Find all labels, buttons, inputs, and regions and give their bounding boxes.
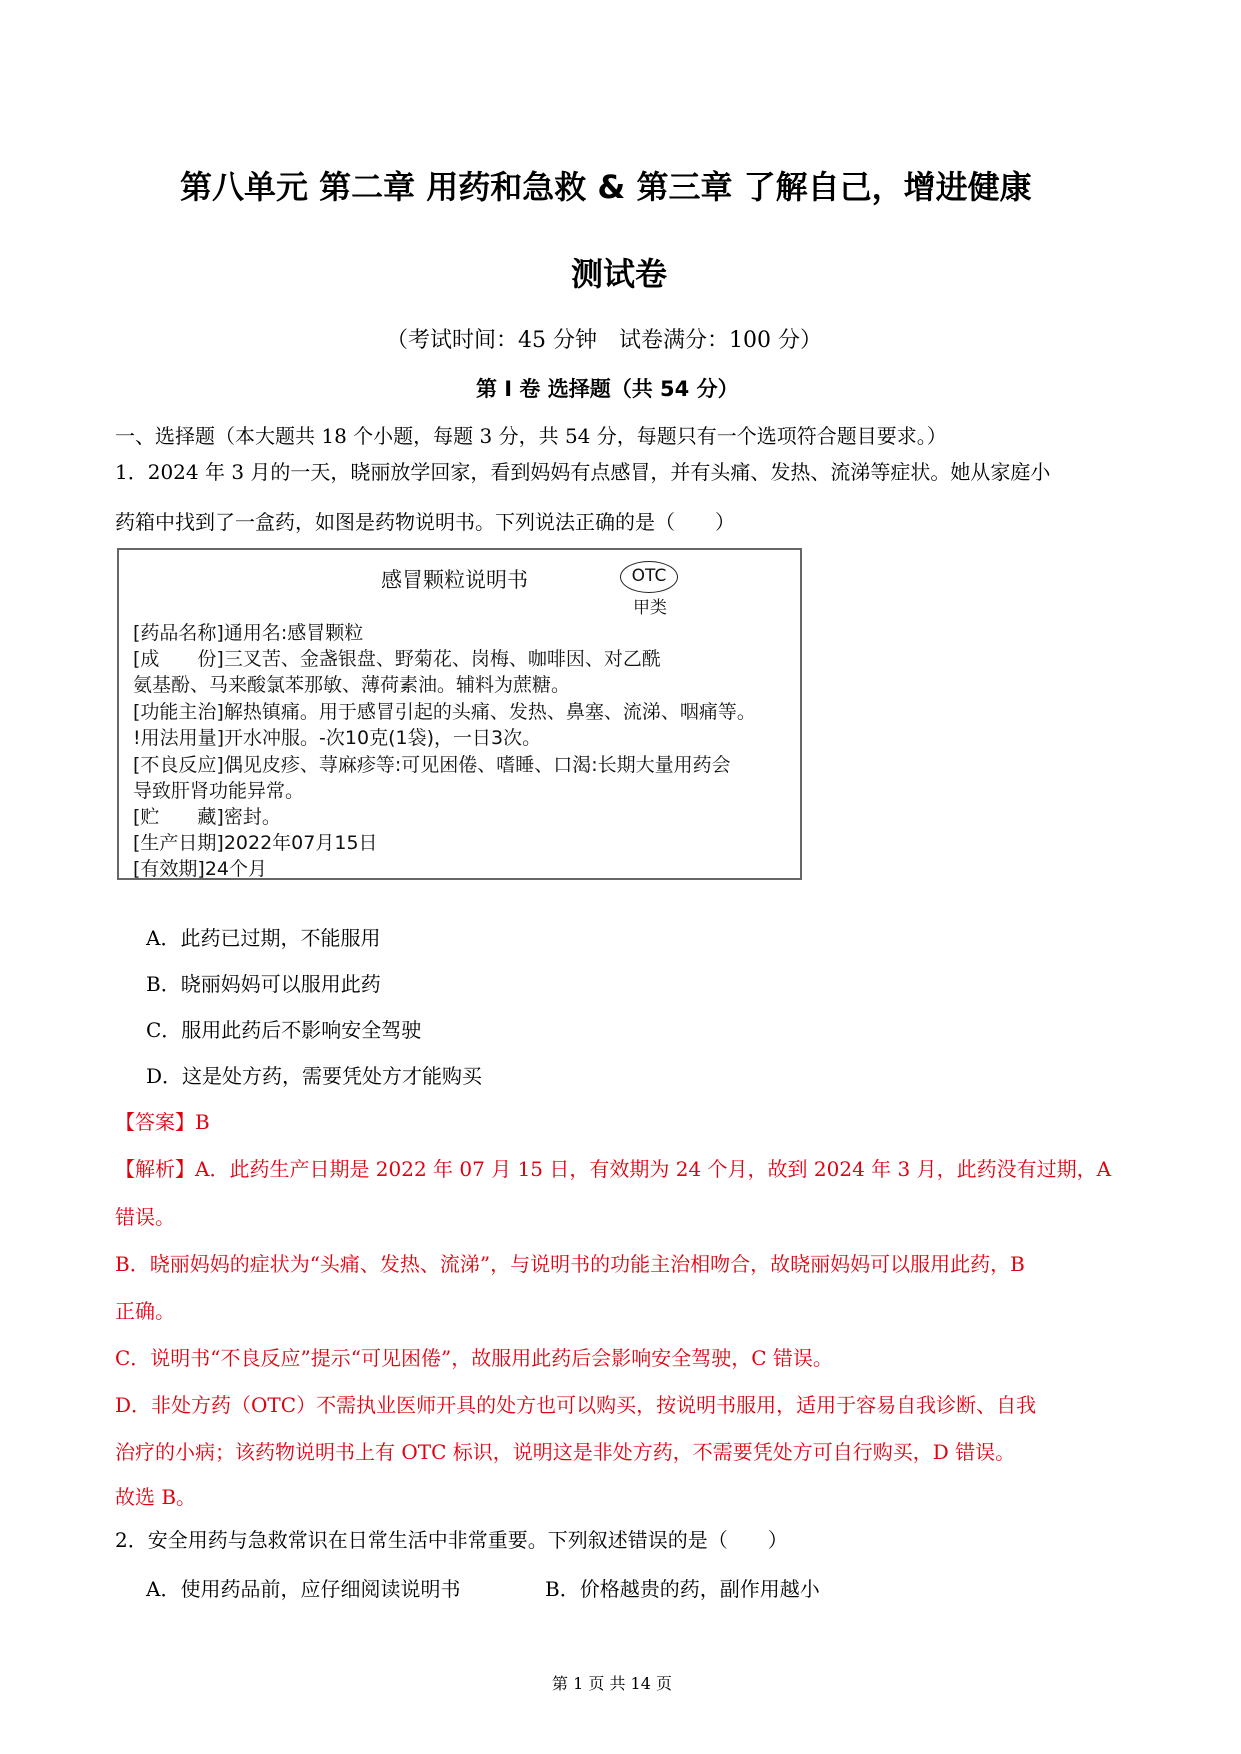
question-2-option-a: A．使用药品前，应仔细阅读说明书 [146, 1577, 461, 1601]
leaflet-line: 氨基酚、马来酸氯苯那敏、薄荷素油。辅料为蔗糖。 [133, 674, 571, 696]
leaflet-line: [功能主治]解热镇痛。用于感冒引起的头痛、发热、鼻塞、流涕、咽痛等。 [133, 701, 756, 723]
analysis-text: A．此药生产日期是 2022 年 07 月 15 日，有效期为 24 个月，故到 2024 年 3 月，此药没有过期，A [195, 1157, 1112, 1181]
leaflet-line: [有效期]24个月 [133, 858, 268, 880]
page-title-line2: 测试卷 [571, 255, 668, 293]
analysis-line-1 [115, 1153, 1111, 1182]
analysis-label: 【解析】 [115, 1157, 195, 1181]
question-2-stem: 2．安全用药与急救常识在日常生活中非常重要。下列叙述错误的是（ ） [115, 1528, 788, 1552]
otc-class-label: 甲类 [633, 598, 667, 618]
analysis-line: D．非处方药（OTC）不需执业医师开具的处方也可以购买，按说明书服用，适用于容易自我诊断、自我 [115, 1393, 1037, 1417]
answer-label: 【答案】 [115, 1110, 195, 1134]
answer-value: B [195, 1110, 210, 1134]
leaflet-line: [不良反应]偶见皮疹、荨麻疹等:可见困倦、嗜睡、口渴:长期大量用药会 [133, 754, 731, 776]
section-title: 第 I 卷 选择题（共 54 分） [476, 377, 739, 401]
page-title-line1: 第八单元 第二章 用药和急救 & 第三章 了解自己，增进健康 [180, 168, 1032, 206]
analysis-line: C．说明书“不良反应”提示“可见困倦”，故服用此药后会影响安全驾驶，C 错误。 [115, 1346, 833, 1370]
question-1-stem-line1: 1．2024 年 3 月的一天，晓丽放学回家，看到妈妈有点感冒，并有头痛、发热、流涕等症状。她从家庭小 [115, 460, 1051, 484]
question-2-option-b: B．价格越贵的药，副作用越小 [545, 1577, 820, 1601]
page-footer: 第 1 页 共 14 页 [552, 1674, 672, 1693]
exam-info: （考试时间：45 分钟 试卷满分：100 分） [386, 328, 822, 353]
otc-badge: OTC [620, 561, 678, 593]
question-1-stem-line2: 药箱中找到了一盒药，如图是药物说明书。下列说法正确的是（ ） [115, 510, 735, 534]
instructions: 一、选择题（本大题共 18 个小题，每题 3 分，共 54 分，每题只有一个选项符合题目要求。） [115, 424, 947, 448]
analysis-line: 治疗的小病；该药物说明书上有 OTC 标识，说明这是非处方药，不需要凭处方可自行购买，D 错误。 [115, 1440, 1016, 1464]
leaflet-line: [生产日期]2022年07月15日 [133, 832, 378, 854]
question-1-option-b: B．晓丽妈妈可以服用此药 [146, 972, 381, 996]
analysis-line: 错误。 [115, 1205, 175, 1229]
leaflet-line: [贮 藏]密封。 [133, 806, 281, 828]
analysis-line: B．晓丽妈妈的症状为“头痛、发热、流涕”，与说明书的功能主治相吻合，故晓丽妈妈可以服用此药，B [115, 1252, 1025, 1276]
question-1-option-c: C．服用此药后不影响安全驾驶 [146, 1018, 422, 1042]
analysis-line: 正确。 [115, 1299, 175, 1323]
medicine-leaflet-image [117, 548, 802, 880]
leaflet-title: 感冒颗粒说明书 [381, 568, 528, 592]
answer [115, 1106, 210, 1135]
question-1-option-d: D．这是处方药，需要凭处方才能购买 [146, 1064, 483, 1088]
leaflet-line: [成 份]三叉苦、金盏银盘、野菊花、岗梅、咖啡因、对乙酰 [133, 648, 661, 670]
question-1-option-a: A．此药已过期，不能服用 [146, 926, 381, 950]
leaflet-line: !用法用量]开水冲服。-次10克(1袋)，一日3次。 [133, 727, 542, 749]
leaflet-line: [药品名称]通用名:感冒颗粒 [133, 622, 364, 644]
leaflet-line: 导致肝肾功能异常。 [133, 780, 305, 802]
analysis-line: 故选 B。 [115, 1485, 197, 1509]
